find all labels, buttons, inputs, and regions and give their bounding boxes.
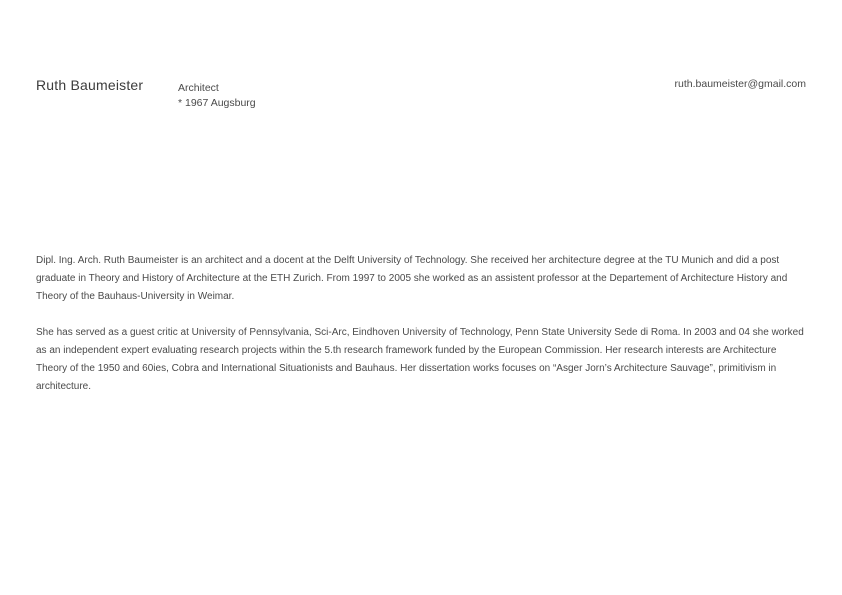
bio-paragraph-2: She has served as a guest critic at University of Pennsylvania, Sci-Arc, Eindhoven University of Technology, Penn State University Sede di Roma. In 2003 and 04 she worked as an independent expert evaluating research projects within the 5.th research framework funded by the European Commission. Her research interests are Architecture Theory of the 1950 and 60ies, Cobra and International Situationists and Bauhaus. Her dissertation works focuses on “Asger Jorn’s Architecture Sauvage”, primitivism in architecture. <box>36 327 804 392</box>
email-link[interactable]: ruth.baumeister@gmail.com <box>674 78 806 90</box>
birth-label: * 1967 Augsburg <box>178 97 256 109</box>
biography <box>36 252 806 414</box>
profession-label: Architect <box>178 82 219 94</box>
bio-paragraph-1: Dipl. Ing. Arch. Ruth Baumeister is an architect and a docent at the Delft University of Technology. She received her architecture degree at the TU Munich and did a post graduate in Theory and History of Architecture at the ETH Zurich. From 1997 to 2005 she worked as an assistent professor at the Departement of Architecture History and Theory of the Bauhaus-University in Weimar. <box>36 255 788 302</box>
person-name: Ruth Baumeister <box>36 77 144 93</box>
person-meta <box>178 81 256 111</box>
page-header <box>0 0 842 120</box>
